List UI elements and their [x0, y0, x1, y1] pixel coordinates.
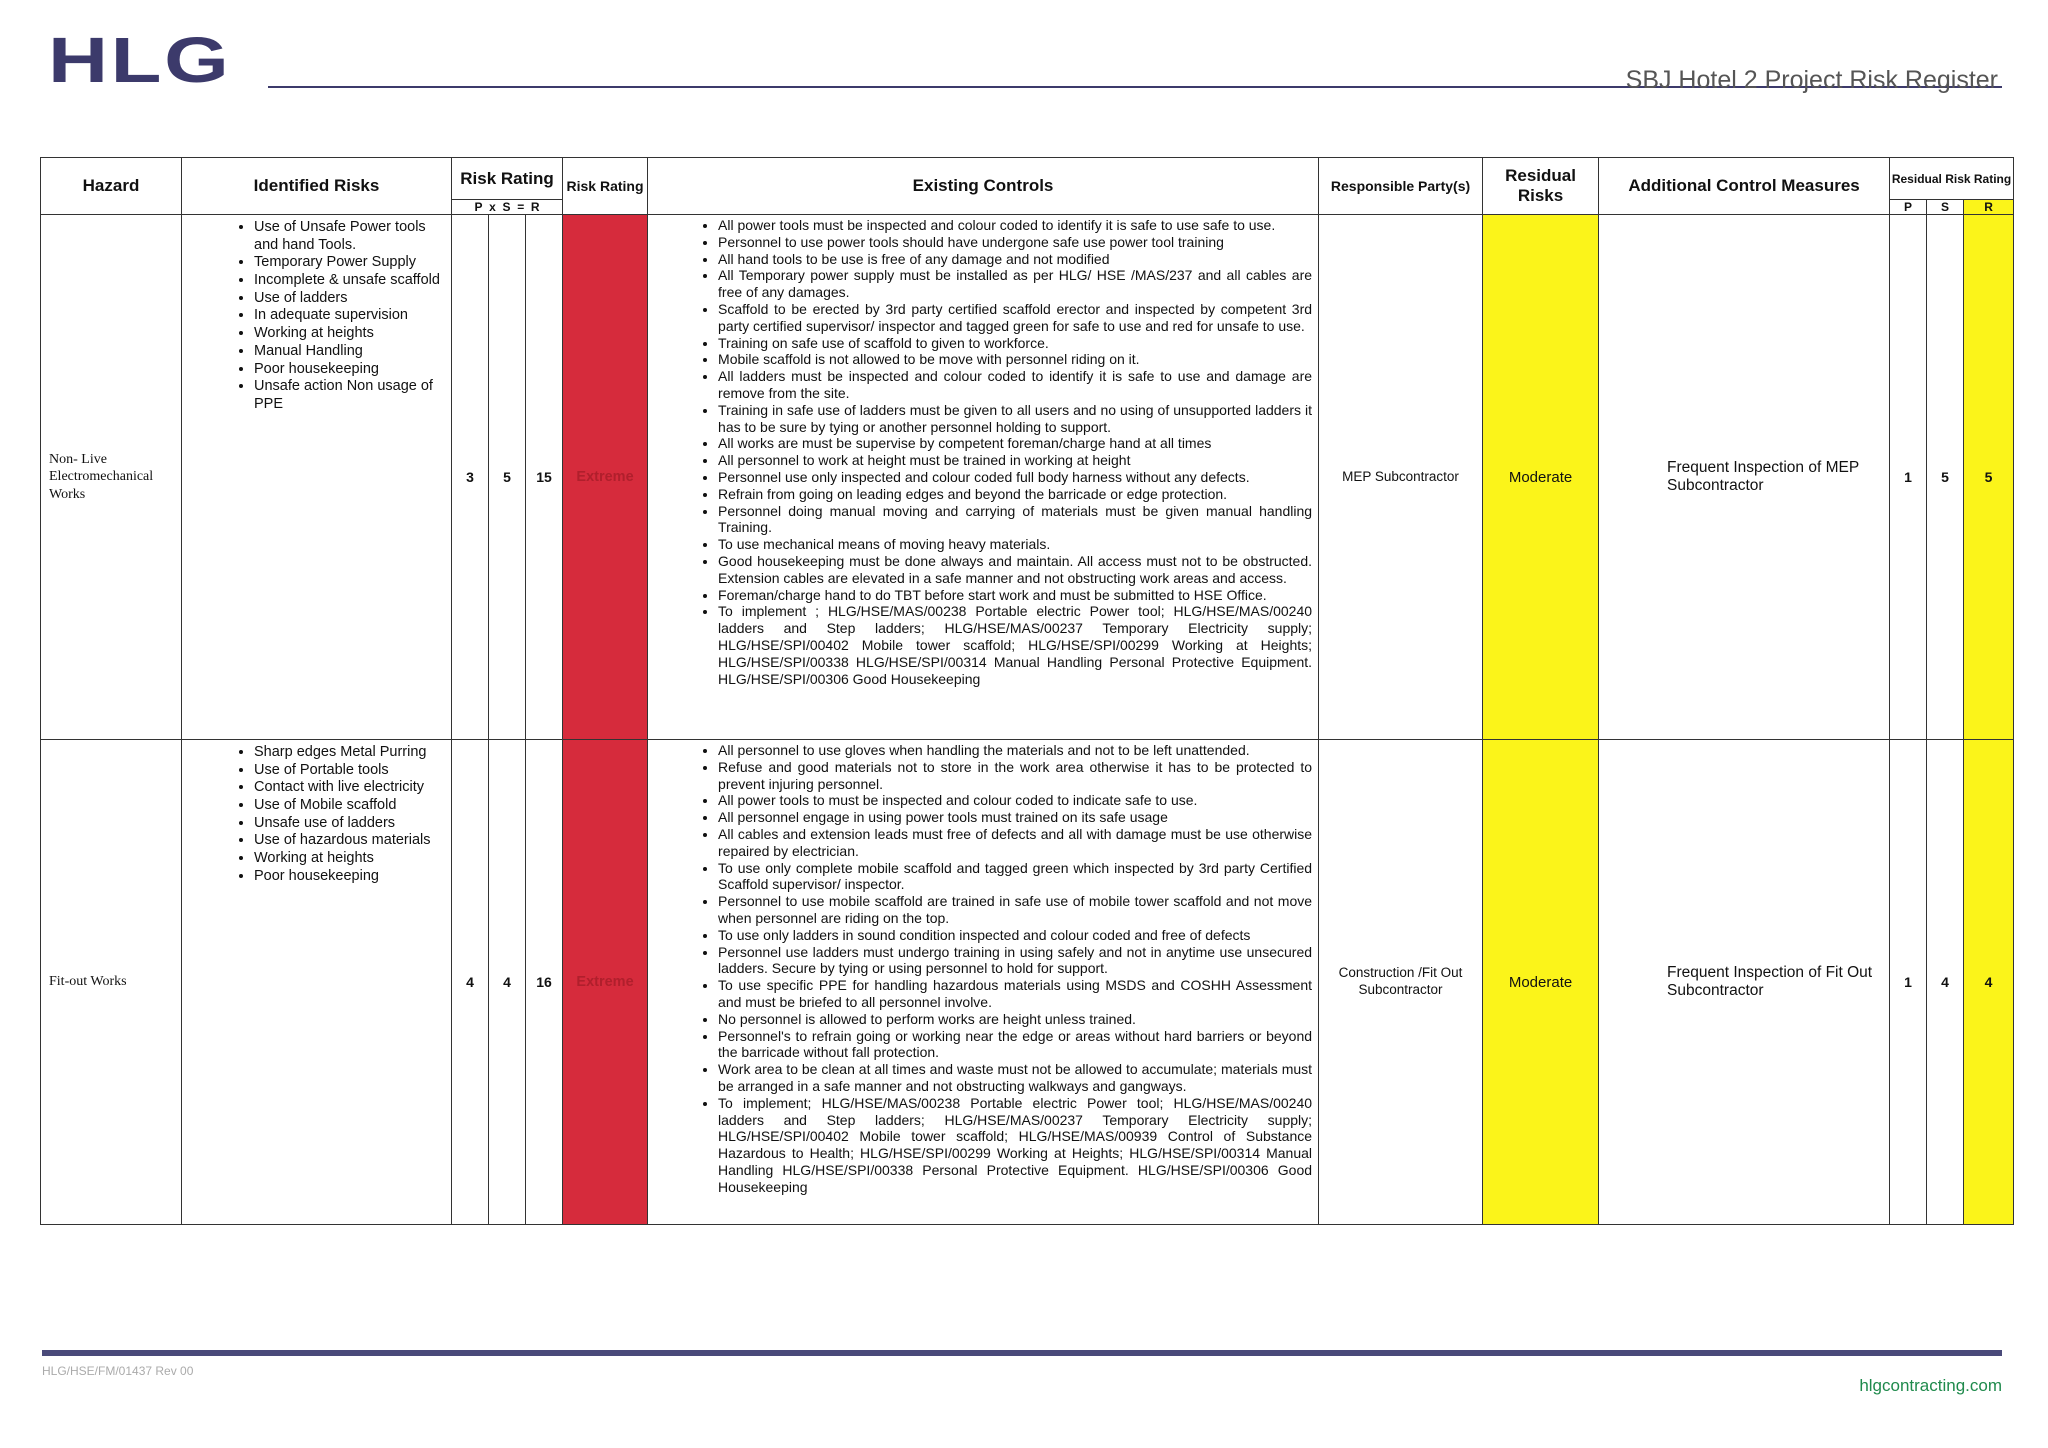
list-item: • Use of hazardous materials [254, 832, 451, 850]
list-item: • Manual Handling [254, 343, 451, 361]
list-item: • Working at heights [254, 325, 451, 343]
list-item: • All power tools to must be inspected and colour coded to indicate safe to use. [718, 792, 1312, 809]
risk-score-cell: 16 [526, 740, 563, 1225]
sub-s: S [502, 200, 511, 214]
existing-controls-cell [648, 740, 1319, 1225]
severity-cell: 5 [489, 215, 526, 740]
list-item: • Personnel to use power tools should have undergone safe use power tool training [718, 234, 1312, 251]
list-item: • All power tools must be inspected and colour coded to identify it is safe to use safe to use. [718, 217, 1312, 234]
header-rr-p: P [1890, 200, 1927, 215]
additional-controls-cell: Frequent Inspection of Fit Out Subcontractor [1599, 740, 1890, 1225]
list-item: • Poor housekeeping [254, 868, 451, 886]
list-item: • Refuse and good materials not to store in the work area otherwise it has to be protected to prevent injuring personnel. [718, 759, 1312, 793]
sub-r: R [530, 200, 540, 214]
form-code: HLG/HSE/FM/01437 Rev 00 [42, 1364, 194, 1378]
table-row [41, 740, 2014, 1225]
list-item: • All personnel to work at height must be trained in working at height [718, 452, 1312, 469]
header-rr-r: R [1964, 200, 2014, 215]
list-item: • Use of ladders [254, 290, 451, 308]
list-item: • Contact with live electricity [254, 779, 451, 797]
risk-level-cell: Extreme [563, 740, 648, 1225]
header-identified-risks: Identified Risks [182, 158, 452, 215]
risk-level-cell: Extreme [563, 215, 648, 740]
list-item: • Personnel use only inspected and colour coded full body harness without any defects. [718, 469, 1312, 486]
list-item: • All personnel engage in using power tools must trained on its safe usage [718, 809, 1312, 826]
list-item: • Personnel doing manual moving and carrying of materials must be given manual handling Training. [718, 503, 1312, 537]
list-item: • Use of Portable tools [254, 762, 451, 780]
list-item: • Incomplete & unsafe scaffold [254, 272, 451, 290]
list-item: • To use mechanical means of moving heavy materials. [718, 536, 1312, 553]
residual-score-cell: 4 [1964, 740, 2014, 1225]
list-item: • Personnel to use mobile scaffold are trained in safe use of mobile tower scaffold and not move when personnel are riding on the top. [718, 893, 1312, 927]
list-item: • All works are must be supervise by competent foreman/charge hand at all times [718, 435, 1312, 452]
header-existing-controls: Existing Controls [648, 158, 1319, 215]
controls-list [648, 217, 1318, 687]
list-item: • Personnel use ladders must undergo training in using safely and not in anytime use unsecured ladders. Secure by tying or using personnel to hold for support. [718, 944, 1312, 978]
additional-controls-cell: Frequent Inspection of MEP Subcontractor [1599, 215, 1890, 740]
header-pxsr [452, 200, 563, 215]
list-item: • To implement; HLG/HSE/MAS/00238 Portable electric Power tool; HLG/HSE/MAS/00240 ladders and Step ladders; HLG/HSE/MAS/00237 Temporary Electricity supply; HLG/HSE/SPI/00402 Mobile tower scaffold; HLG/HSE/MAS/00939 Control of Substance Hazardous to Health; HLG/HSE/SPI/00299 Working at Heights; HLG/HSE/SPI/00314 Manual Handling HLG/HSE/SPI/00338 Personal Protective Equipment. HLG/HSE/SPI/00306 Good Housekeeping [718, 1095, 1312, 1196]
probability-cell: 4 [452, 740, 489, 1225]
header-residual-risks: Residual Risks [1483, 158, 1599, 215]
header-risk-rating: Risk Rating [452, 158, 563, 200]
list-item: • Use of Unsafe Power tools and hand Tools. [254, 219, 451, 254]
list-item: • Good housekeeping must be done always and maintain. All access must not to be obstructed. Extension cables are elevated in a safe manner and not obstructing work areas and access. [718, 553, 1312, 587]
list-item: • To use specific PPE for handling hazardous materials using MSDS and COSHH Assessment and must be briefed to all personnel involve. [718, 977, 1312, 1011]
residual-score-cell: 5 [1964, 215, 2014, 740]
list-item: • Unsafe use of ladders [254, 815, 451, 833]
list-item: • All Temporary power supply must be installed as per HLG/ HSE /MAS/237 and all cables are free of any damages. [718, 267, 1312, 301]
list-item: • Mobile scaffold is not allowed to be move with personnel riding on it. [718, 351, 1312, 368]
residual-probability-cell: 1 [1890, 740, 1927, 1225]
header-rr-s: S [1927, 200, 1964, 215]
identified-risks-cell [182, 215, 452, 740]
table-row [41, 215, 2014, 740]
sub-eq: = [517, 200, 525, 214]
residual-severity-cell: 5 [1927, 215, 1964, 740]
header-responsible-party: Responsible Party(s) [1319, 158, 1483, 215]
probability-cell: 3 [452, 215, 489, 740]
list-item: • To use only complete mobile scaffold and tagged green which inspected by 3rd party Certified Scaffold supervisor/ inspector. [718, 860, 1312, 894]
list-item: • All hand tools to be use is free of any damage and not modified [718, 251, 1312, 268]
list-item: • Poor housekeeping [254, 361, 451, 379]
sub-p: P [474, 200, 483, 214]
risk-list [182, 744, 451, 886]
footer-divider [42, 1350, 2002, 1356]
list-item: • All cables and extension leads must free of defects and all with damage must be use otherwise repaired by electrician. [718, 826, 1312, 860]
risk-register-table [40, 157, 2014, 1225]
residual-severity-cell: 4 [1927, 740, 1964, 1225]
list-item: • No personnel is allowed to perform works are height unless trained. [718, 1011, 1312, 1028]
list-item: • Sharp edges Metal Purring [254, 744, 451, 762]
residual-risk-cell: Moderate [1483, 215, 1599, 740]
list-item: • Training in safe use of ladders must be given to all users and no using of unsupported ladders it has to be sure by tying or another personnel holding to support. [718, 402, 1312, 436]
residual-probability-cell: 1 [1890, 215, 1927, 740]
identified-risks-cell [182, 740, 452, 1225]
list-item: • Work area to be clean at all times and waste must not be allowed to accumulate; materials must be arranged in a safe manner and not obstructing walkways and gangways. [718, 1061, 1312, 1095]
responsible-party-cell: Construction /Fit Out Subcontractor [1319, 740, 1483, 1225]
header-additional-controls: Additional Control Measures [1599, 158, 1890, 215]
list-item: • All ladders must be inspected and colour coded to identify it is safe to use and damage are remove from the site. [718, 368, 1312, 402]
hazard-cell: Fit-out Works [41, 740, 182, 1225]
list-item: • Personnel's to refrain going or working near the edge or areas without hard barriers or beyond the barricade without fall protection. [718, 1028, 1312, 1062]
header-residual-risk-rating: Residual Risk Rating [1890, 158, 2014, 200]
hazard-cell: Non- Live Electromechanical Works [41, 215, 182, 740]
responsible-party-cell: MEP Subcontractor [1319, 215, 1483, 740]
list-item: • To implement ; HLG/HSE/MAS/00238 Portable electric Power tool; HLG/HSE/MAS/00240 ladders and Step ladders; HLG/HSE/MAS/00237 Temporary Electricity supply; HLG/HSE/SPI/00402 Mobile tower scaffold; HLG/HSE/SPI/00299 Working at Heights; HLG/HSE/SPI/00338 HLG/HSE/SPI/00314 Manual Handling Personal Protective Equipment. HLG/HSE/SPI/00306 Good Housekeeping [718, 603, 1312, 687]
header-risk-rating-level: Risk Rating [563, 158, 648, 215]
list-item: • Refrain from going on leading edges and beyond the barricade or edge protection. [718, 486, 1312, 503]
list-item: • Temporary Power Supply [254, 254, 451, 272]
logo-text: HLG [48, 24, 232, 96]
website-link[interactable]: hlgcontracting.com [1859, 1376, 2002, 1395]
controls-list [648, 742, 1318, 1196]
list-item: • To use only ladders in sound condition inspected and colour coded and free of defects [718, 927, 1312, 944]
severity-cell: 4 [489, 740, 526, 1225]
list-item: • Working at heights [254, 850, 451, 868]
list-item: • In adequate supervision [254, 307, 451, 325]
company-logo [48, 24, 232, 96]
list-item: • Scaffold to be erected by 3rd party certified scaffold erector and inspected by competent 3rd party certified supervisor/ inspector and tagged green for safe to use and red for unsafe to use. [718, 301, 1312, 335]
risk-list [182, 219, 451, 414]
risk-score-cell: 15 [526, 215, 563, 740]
list-item: • Training on safe use of scaffold to given to workforce. [718, 335, 1312, 352]
sub-x: x [489, 200, 496, 214]
header-hazard: Hazard [41, 158, 182, 215]
document-title: SBJ Hotel 2 Project Risk Register [1625, 66, 1998, 94]
existing-controls-cell [648, 215, 1319, 740]
residual-risk-cell: Moderate [1483, 740, 1599, 1225]
list-item: • Use of Mobile scaffold [254, 797, 451, 815]
list-item: • Foreman/charge hand to do TBT before start work and must be submitted to HSE Office. [718, 587, 1312, 604]
list-item: • All personnel to use gloves when handling the materials and not to be left unattended. [718, 742, 1312, 759]
list-item: • Unsafe action Non usage of PPE [254, 378, 451, 413]
